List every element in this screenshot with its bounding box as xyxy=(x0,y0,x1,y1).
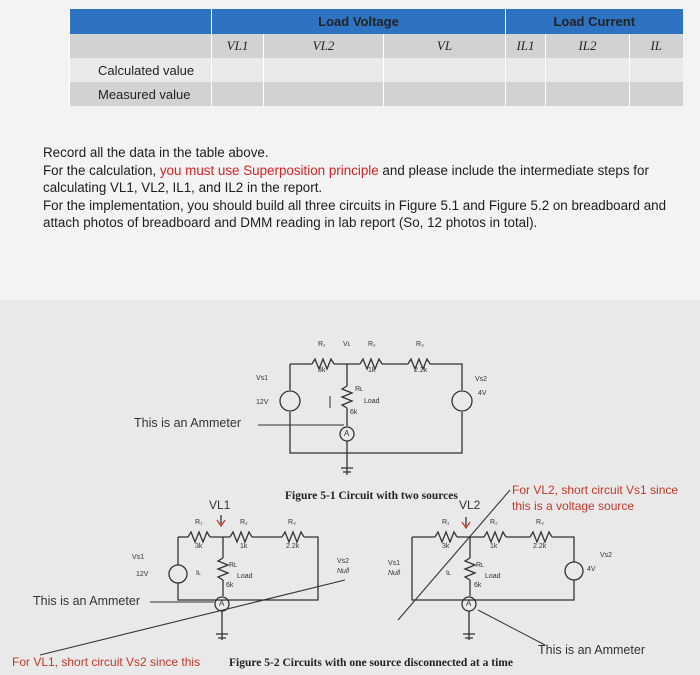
fig2r-r3-value: 2.2k xyxy=(533,543,547,550)
fig2r-r2-value: 1k xyxy=(490,543,498,550)
fig2l-r2-value: 1k xyxy=(240,543,248,550)
table-symbol-row xyxy=(70,34,683,58)
data-table xyxy=(69,9,683,106)
vl2-note-line-1: For VL2, short circuit Vs1 since xyxy=(512,483,679,497)
symbol-vl2: VL2 xyxy=(264,34,384,58)
instruction-line-2: For the calculation, you must use Superposition principle and please include the intermediate steps for xyxy=(43,162,649,178)
fig1-r2-label: R₂ xyxy=(368,341,376,348)
ammeter-note-3: This is an Ammeter xyxy=(538,643,645,657)
instruction-line-1: Record all the data in the table above. xyxy=(43,145,269,160)
fig2l-rl-value: 6k xyxy=(226,582,234,589)
fig2l-vs1-label: Vs1 xyxy=(132,554,145,561)
instruction-line-3: calculating VL1, VL2, IL1, and IL2 in the report. xyxy=(43,180,323,195)
fig1-vs1-label: Vs1 xyxy=(256,375,269,382)
fig2r-vs2-label: Vs2 xyxy=(600,552,613,559)
instructions xyxy=(43,144,693,232)
row-label-calculated: Calculated value xyxy=(70,58,212,82)
ammeter-2-symbol: A xyxy=(219,599,225,608)
table-corner xyxy=(70,9,212,34)
fig2r-vs1-label: Vs1 xyxy=(388,560,401,567)
table-group-header-row xyxy=(70,9,683,34)
vl1-note: For VL1, short circuit Vs2 since this xyxy=(12,655,201,669)
fig1-vs1-value: 12V xyxy=(256,399,269,406)
ammeter-note-2: This is an Ammeter xyxy=(33,594,140,608)
fig2l-r1-label: R₁ xyxy=(195,519,203,526)
fig1-vs2-value: 4V xyxy=(478,390,487,397)
instruction-line-5: attach photos of breadboard and DMM reading in lab report (So, 12 photos in total). xyxy=(43,215,538,230)
fig2l-r3-label: R₃ xyxy=(288,519,296,526)
fig2l-load-label: Load xyxy=(237,573,253,580)
table-symbol-corner xyxy=(70,34,212,58)
fig2r-r3-label: R₃ xyxy=(536,519,544,526)
cell-calc-il1[interactable] xyxy=(506,58,546,82)
fig2r-r1-label: R₁ xyxy=(442,519,450,526)
fig2r-rl-label: Rʟ xyxy=(476,562,484,569)
cell-calc-il2[interactable] xyxy=(546,58,630,82)
ammeter-3-symbol: A xyxy=(466,599,472,608)
rl-resistor xyxy=(342,386,352,408)
instruction-line-4: For the implementation, you should build all three circuits in Figure 5.1 and Figure 5.2 on breadboard and xyxy=(43,197,667,213)
cell-meas-il2[interactable] xyxy=(546,82,630,106)
figure-5-1-caption: Figure 5-1 Circuit with two sources xyxy=(285,490,458,502)
fig1-r1-value: 3k xyxy=(318,367,326,374)
ammeter-note-1: This is an Ammeter xyxy=(134,416,241,430)
fig2r-r1-value: 3k xyxy=(442,543,450,550)
fig2r-null-label: Null xyxy=(388,570,401,577)
fig2l-r3-value: 2.2k xyxy=(286,543,300,550)
fig2r-il-label: Iʟ xyxy=(446,570,451,577)
fig1-load-label: Load xyxy=(364,398,380,405)
fig2r-r2-label: R₂ xyxy=(490,519,498,526)
fig2l-vs2-label: Vs2 xyxy=(337,558,350,565)
vl2-note-line-2: this is a voltage source xyxy=(512,499,635,513)
cell-calc-il[interactable] xyxy=(630,58,683,82)
symbol-il: IL xyxy=(630,34,683,58)
fig2l-null-label: Null xyxy=(337,568,350,575)
symbol-il2: IL2 xyxy=(546,34,630,58)
table-panel xyxy=(0,0,700,300)
fig2l-r1-value: 3k xyxy=(195,543,203,550)
load-voltage-header: Load Voltage xyxy=(212,9,506,34)
symbol-vl1: VL1 xyxy=(212,34,264,58)
load-current-header: Load Current xyxy=(506,9,683,34)
fig1-rl-value: 6k xyxy=(350,409,358,416)
fig1-r2-value: 1k xyxy=(368,367,376,374)
circuit-figure-panel xyxy=(0,300,700,675)
cell-meas-vl[interactable] xyxy=(384,82,506,106)
fig2l-r2-label: R₂ xyxy=(240,519,248,526)
vs2-source xyxy=(452,391,472,411)
table-row xyxy=(70,82,683,106)
vl1-label: VL1 xyxy=(209,498,231,512)
symbol-vl: VL xyxy=(384,34,506,58)
fig2l-rl-label: Rʟ xyxy=(229,562,237,569)
fig1-r1-label: R₁ xyxy=(318,341,326,348)
cell-meas-vl1[interactable] xyxy=(212,82,264,106)
fig2r-load-label: Load xyxy=(485,573,501,580)
fig1-r3-label: R₃ xyxy=(416,341,424,348)
ammeter-1-symbol: A xyxy=(344,429,350,438)
fig2r-vs2-value: 4V xyxy=(587,566,596,573)
figure-5-2-right-circuit xyxy=(412,517,583,645)
cell-calc-vl1[interactable] xyxy=(212,58,264,82)
fig1-vs2-label: Vs2 xyxy=(475,376,488,383)
vs1-source xyxy=(280,391,300,411)
fig1-vl-label: Vʟ xyxy=(343,341,351,348)
cell-meas-il[interactable] xyxy=(630,82,683,106)
cell-calc-vl[interactable] xyxy=(384,58,506,82)
fig2l-vs1-value: 12V xyxy=(136,571,149,578)
table-row xyxy=(70,58,683,82)
figure-5-1-circuit xyxy=(258,359,472,475)
figure-5-2-caption: Figure 5-2 Circuits with one source disconnected at a time xyxy=(229,657,513,669)
cell-meas-il1[interactable] xyxy=(506,82,546,106)
fig1-rl-label: Rʟ xyxy=(355,386,363,393)
fig2r-rl-value: 6k xyxy=(474,582,482,589)
cell-calc-vl2[interactable] xyxy=(264,58,384,82)
superposition-emphasis: you must use Superposition principle xyxy=(159,162,379,178)
cell-meas-vl2[interactable] xyxy=(264,82,384,106)
fig2l-il-label: Iʟ xyxy=(196,570,201,577)
symbol-il1: IL1 xyxy=(506,34,546,58)
vl2-label: VL2 xyxy=(459,498,481,512)
fig1-r3-value: 2.2k xyxy=(414,367,428,374)
row-label-measured: Measured value xyxy=(70,82,212,106)
